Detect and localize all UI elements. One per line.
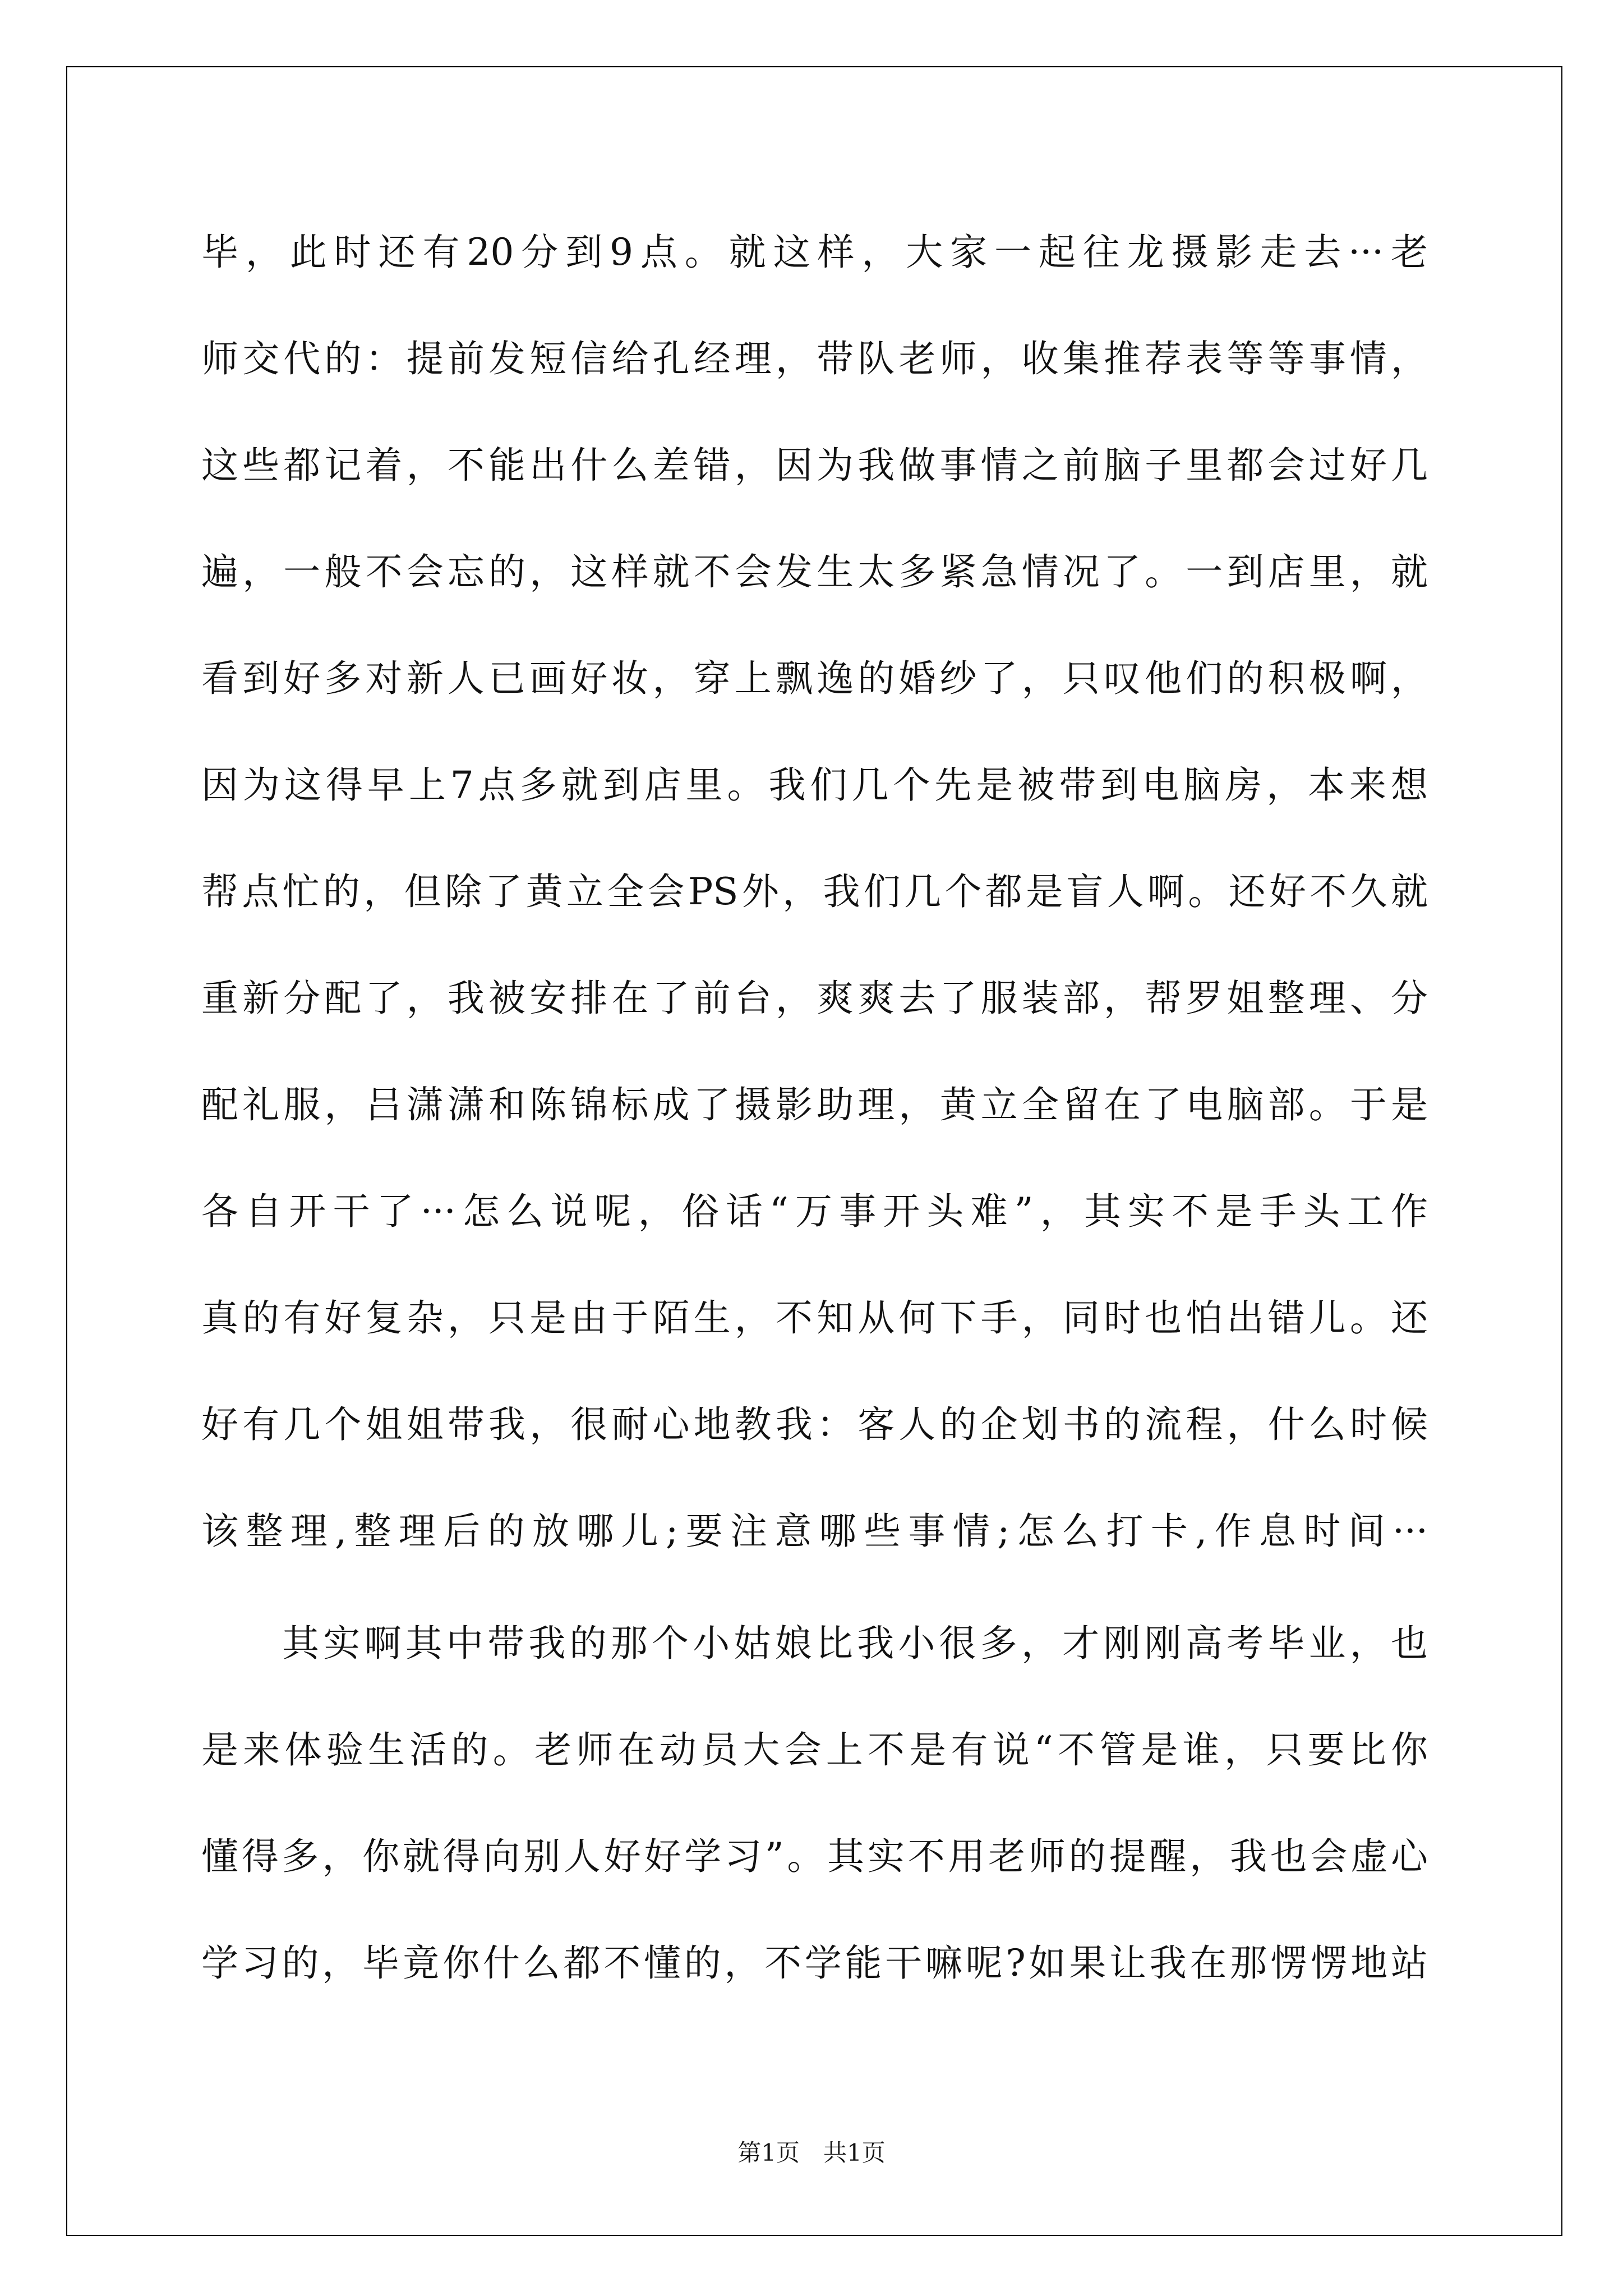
text-line: 该整理,整理后的放哪儿;要注意哪些事情;怎么打卡,作息时间··· <box>201 1510 1428 1553</box>
text-line: 是来体验生活的。老师在动员大会上不是有说“不管是谁，只要比你 <box>201 1728 1428 1772</box>
text-line: 毕，此时还有20分到9点。就这样，大家一起往龙摄影走去···老 <box>201 231 1428 274</box>
text-line: 各自开干了···怎么说呢，俗话“万事开头难”，其实不是手头工作 <box>201 1190 1428 1233</box>
text-line-indented: 其实啊其中带我的那个小姑娘比我小很多，才刚刚高考毕业，也 <box>282 1622 1428 1665</box>
paragraph-2 <box>201 1590 1428 2017</box>
document-body <box>201 199 1428 2017</box>
page-number-footer: 第1页 共1页 <box>737 2139 886 2166</box>
paragraph-1 <box>201 199 1428 1585</box>
text-line: 配礼服，吕潇潇和陈锦标成了摄影助理，黄立全留在了电脑部。于是 <box>201 1083 1428 1126</box>
text-line: 遍，一般不会忘的，这样就不会发生太多紧急情况了。一到店里，就 <box>201 550 1428 593</box>
text-line: 因为这得早上7点多就到店里。我们几个先是被带到电脑房，本来想 <box>201 763 1428 807</box>
text-line: 学习的，毕竟你什么都不懂的，不学能干嘛呢?如果让我在那愣愣地站 <box>201 1941 1428 1985</box>
text-line: 这些都记着，不能出什么差错，因为我做事情之前脑子里都会过好几 <box>201 444 1428 487</box>
text-line: 好有几个姐姐带我，很耐心地教我：客人的企划书的流程，什么时候 <box>201 1403 1428 1446</box>
text-line: 师交代的：提前发短信给孔经理，带队老师，收集推荐表等等事情， <box>201 337 1428 380</box>
text-line: 帮点忙的，但除了黄立全会PS外，我们几个都是盲人啊。还好不久就 <box>201 870 1428 913</box>
text-line: 重新分配了，我被安排在了前台，爽爽去了服装部，帮罗姐整理、分 <box>201 977 1428 1020</box>
text-line: 真的有好复杂，只是由于陌生，不知从何下手，同时也怕出错儿。还 <box>201 1296 1428 1340</box>
text-line: 看到好多对新人已画好妆，穿上飘逸的婚纱了，只叹他们的积极啊， <box>201 657 1428 700</box>
text-line: 懂得多，你就得向别人好好学习”。其实不用老师的提醒，我也会虚心 <box>201 1835 1428 1878</box>
